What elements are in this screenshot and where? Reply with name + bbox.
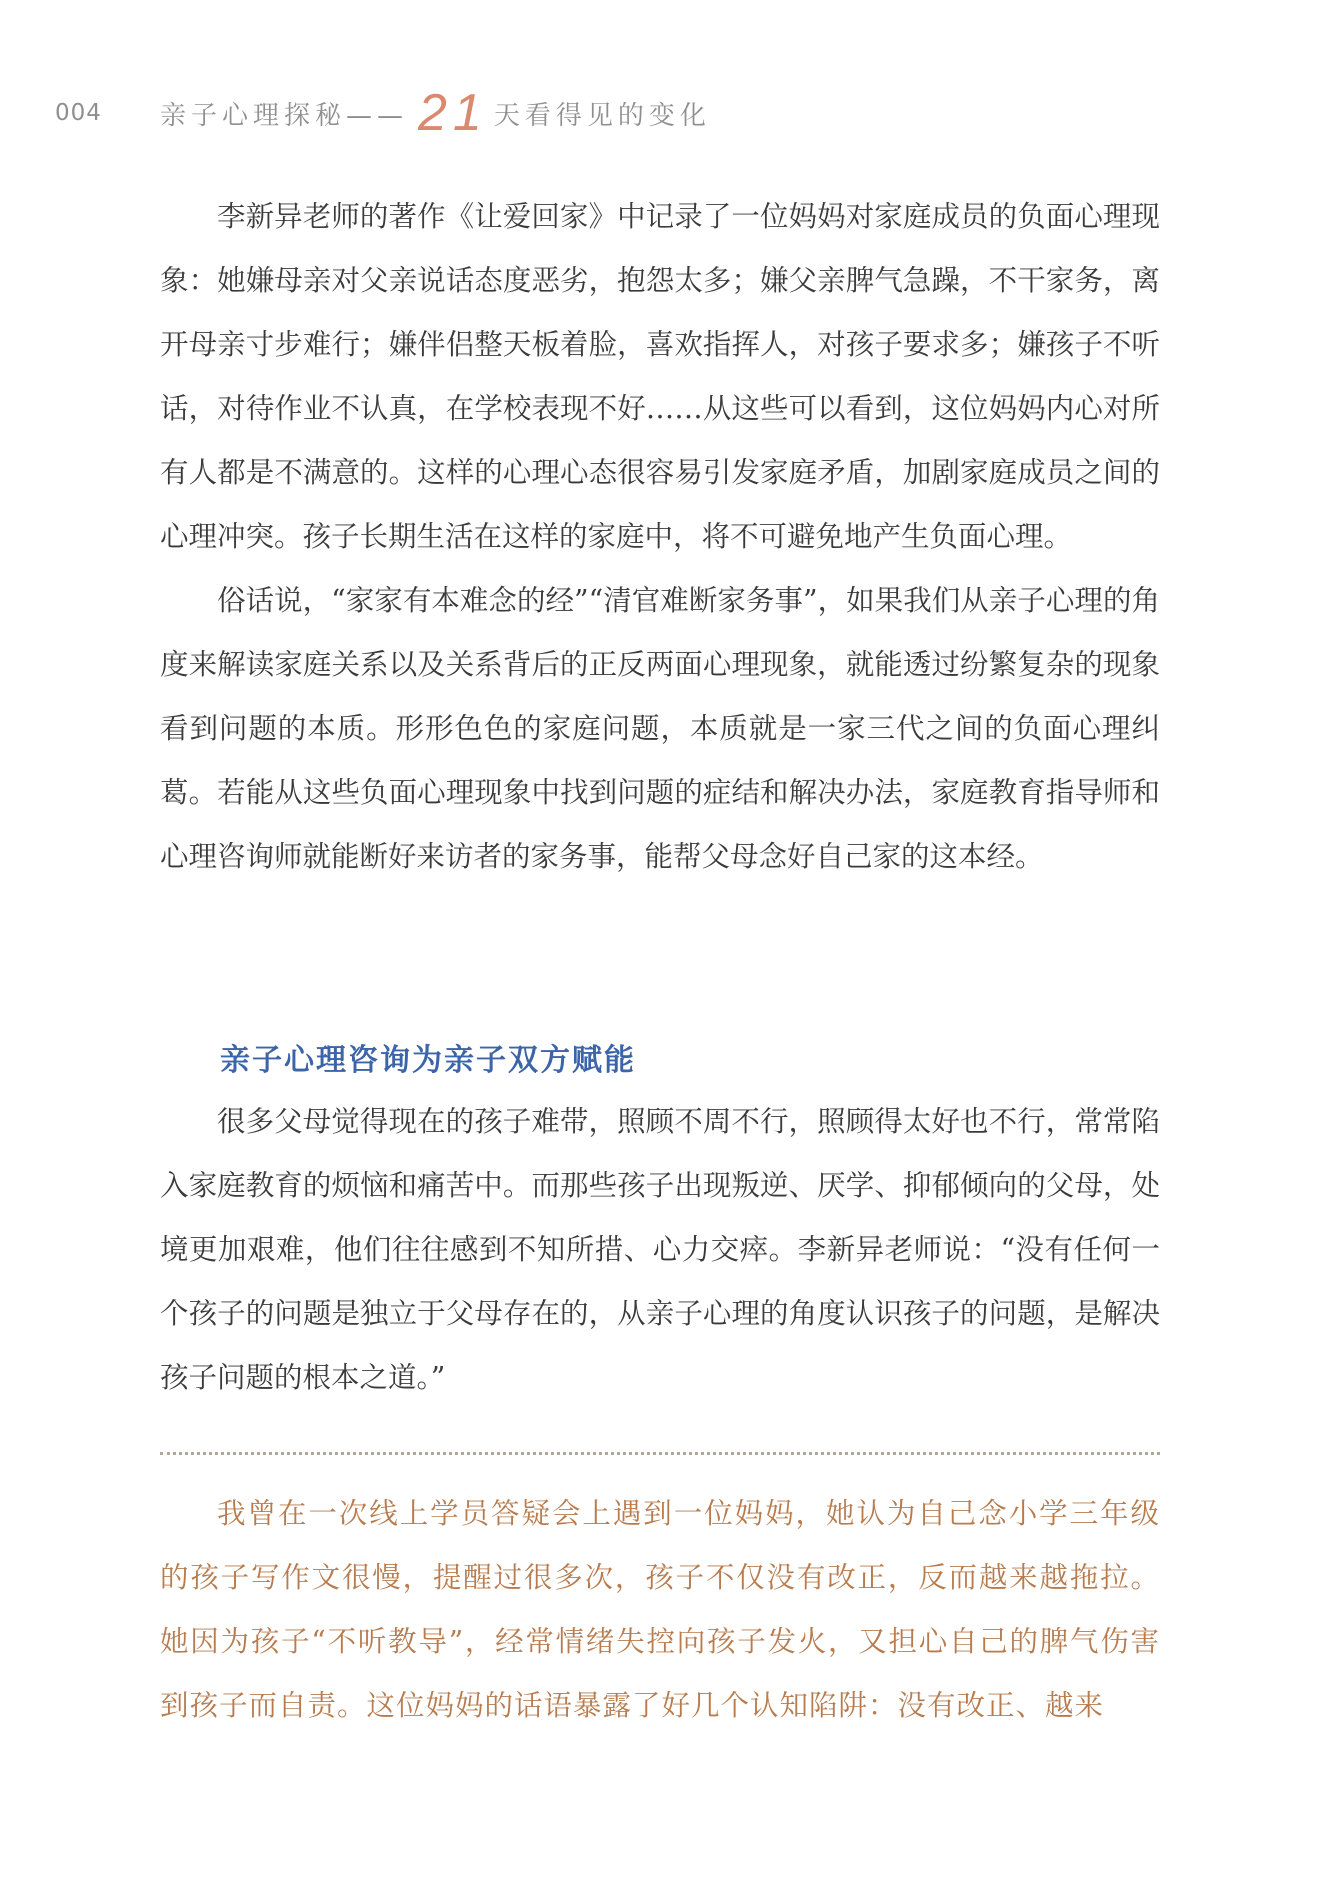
body-paragraph: 李新异老师的著作《让爱回家》中记录了一位妈妈对家庭成员的负面心理现象：她嫌母亲对父亲说话态度恶劣，抱怨太多；嫌父亲脾气急躁，不干家务，离开母亲寸步难行；嫌伴侣整天板着脸，喜欢指挥人，对孩子要求多；嫌孩子不听话，对待作业不认真，在学校表现不好……从这些可以看到，这位妈妈内心对所有人都是不满意的。这样的心理心态很容易引发家庭矛盾，加剧家庭成员之间的心理冲突。孩子长期生活在这样的家庭中，将不可避免地产生负面心理。 <box>160 200 1160 553</box>
page-number: 004 <box>55 100 102 126</box>
body-paragraph: 俗话说，“家家有本难念的经”“清官难断家务事”，如果我们从亲子心理的角度来解读家庭关系以及关系背后的正反两面心理现象，就能透过纷繁复杂的现象看到问题的本质。形形色色的家庭问题，本质就是一家三代之间的负面心理纠葛。若能从这些负面心理现象中找到问题的症结和解决办法，家庭教育指导师和心理咨询师就能断好来访者的家务事，能帮父母念好自己家的这本经。 <box>160 584 1160 873</box>
book-title-part-2: 天看得见的变化 <box>493 100 711 131</box>
body-paragraph: 很多父母觉得现在的孩子难带，照顾不周不行，照顾得太好也不行，常常陷入家庭教育的烦恼和痛苦中。而那些孩子出现叛逆、厌学、抑郁倾向的父母，处境更加艰难，他们往往感到不知所措、心力交瘁。李新异老师说：“没有任何一个孩子的问题是独立于父母存在的，从亲子心理的角度认识孩子的问题，是解决孩子问题的根本之道。” <box>160 1105 1160 1394</box>
case-study-text <box>160 1482 1160 1738</box>
section-heading: 亲子心理咨询为亲子双方赋能 <box>220 1043 636 1078</box>
main-body-text <box>160 185 1160 889</box>
dotted-divider <box>160 1452 1160 1455</box>
section-body-text <box>160 1090 1160 1410</box>
running-header <box>55 84 711 142</box>
case-paragraph: 我曾在一次线上学员答疑会上遇到一位妈妈，她认为自己念小学三年级的孩子写作文很慢，提醒过很多次，孩子不仅没有改正，反而越来越拖拉。她因为孩子“不听教导”，经常情绪失控向孩子发火，又担心自己的脾气伤害到孩子而自责。这位妈妈的话语暴露了好几个认知陷阱：没有改正、越来 <box>160 1497 1160 1722</box>
book-title-part-1: 亲子心理探秘—— <box>160 100 409 131</box>
book-title-number: 21 <box>418 84 488 142</box>
